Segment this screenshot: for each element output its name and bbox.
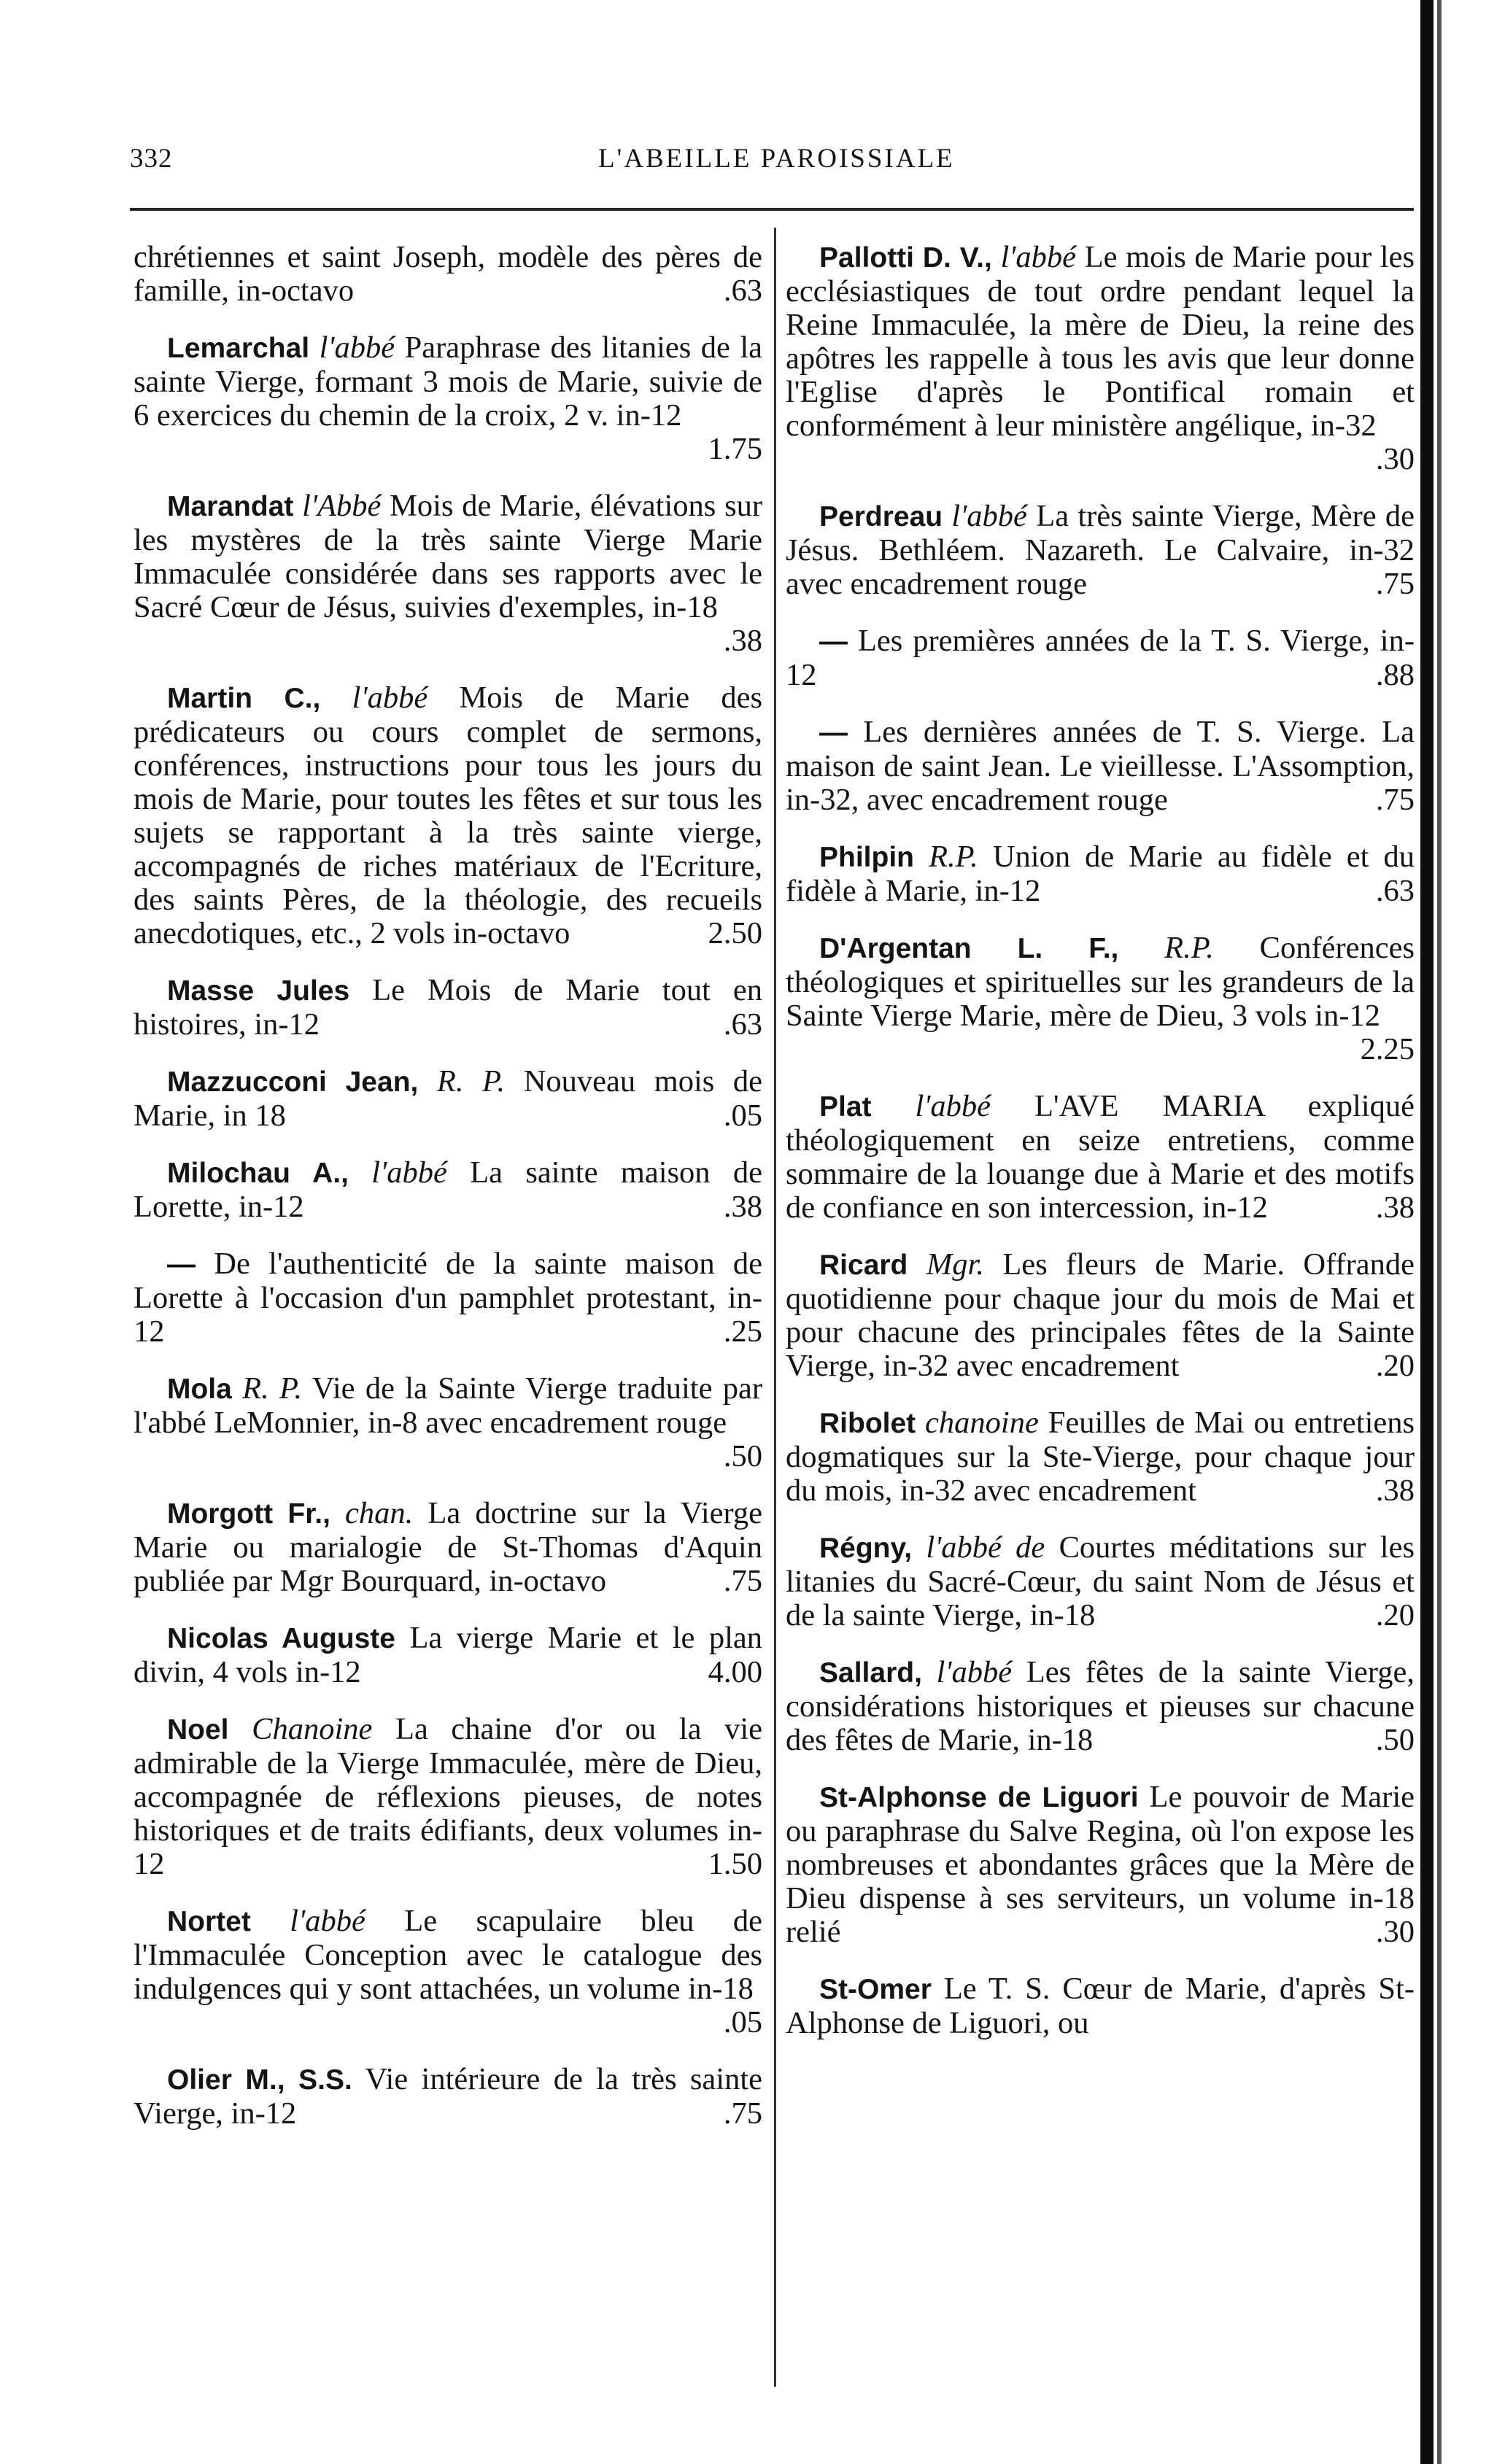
entry-price: .05 (723, 1099, 762, 1133)
entry-price: .38 (723, 624, 762, 658)
entry-text: Vie de la Sainte Vierge traduite par l'abbé LeMonnier, in-8 avec encadrement rouge (134, 1371, 763, 1440)
column-divider (774, 228, 776, 2387)
entry-text: Vie intérieure de la très sainte Vierge, in-12 (134, 2062, 762, 2131)
entry-author: — (167, 1249, 196, 1280)
entry-role: R.P. (929, 840, 978, 874)
catalog-entry (134, 1713, 762, 1881)
entry-author: — (819, 626, 848, 657)
entry-price: .20 (1375, 1349, 1415, 1383)
entry-role: l'abbé (915, 1089, 991, 1123)
entry-author: Martin C., (167, 683, 321, 714)
page-number: 332 (130, 144, 173, 174)
entry-author: Mazzucconi Jean, (167, 1066, 419, 1098)
entry-author: D'Argentan L. F., (819, 933, 1119, 964)
catalog-entry (786, 1406, 1415, 1508)
left-column (134, 241, 762, 2154)
entry-price: .38 (723, 1190, 762, 1224)
entry-role: R. P. (436, 1064, 506, 1099)
catalog-entry (134, 241, 762, 308)
entry-author: Ribolet (819, 1408, 916, 1439)
entry-author: St-Alphonse de Liguori (819, 1782, 1139, 1813)
catalog-entry (786, 624, 1415, 692)
entry-text: Feuilles de Mai ou entretiens dogmatiques sur la Ste-Vierge, pour chaque jour du mois, in-32 avec encadrement (786, 1406, 1415, 1508)
entry-author: Nicolas Auguste (167, 1623, 395, 1654)
entry-text: La chaine d'or ou la vie admirable de la Vierge Immaculée, mère de Dieu, accompagnée de réflexions pieuses, de notes historiques et de traits édifiants, deux volumes in-12 (134, 1712, 763, 1881)
entry-text: La très sainte Vierge, Mère de Jésus. Bethléem. Nazareth. Le Calvaire, in-32 avec encadrement rouge (786, 499, 1415, 601)
catalog-entry (786, 931, 1415, 1066)
entry-text: Les dernières années de T. S. Vierge. La maison de saint Jean. Le vieillesse. L'Assomption, in-32, avec encadrement rouge (786, 715, 1415, 817)
entry-price: 2.25 (1360, 1032, 1415, 1066)
entry-text: Courtes méditations sur les litanies du Sacré-Cœur, du saint Nom de Jésus et de la sainte Vierge, in-18 (786, 1530, 1415, 1632)
catalog-entry (786, 241, 1415, 476)
catalog-entry (786, 1090, 1415, 1225)
entry-price: .75 (723, 2096, 762, 2131)
entry-text: Union de Marie au fidèle et du fidèle à Marie, in-12 (786, 840, 1415, 908)
entry-text: La doctrine sur la Vierge Marie ou marialogie de St-Thomas d'Aquin publiée par Mgr Bourquard, in-octavo (134, 1496, 763, 1598)
entry-text: Mois de Marie des prédicateurs ou cours complet de sermons, conférences, instructions pour tous les jours du mois de Marie, pour toutes les fêtes et sur tous les sujets se rapportant à la très sainte vierge, accompagnés de riches matériaux de l'Ecriture, des saints Pères, de la théologie, des recueils anecdotiques, etc., 2 vols in-octavo (134, 681, 763, 950)
entry-author: Plat (819, 1091, 872, 1123)
entry-author: Ricard (819, 1250, 908, 1281)
catalog-entry (134, 1065, 762, 1133)
entry-text: Les fêtes de la sainte Vierge, considérations historiques et pieuses sur chacune des fêtes de Marie, in-18 (786, 1655, 1415, 1757)
page-edge-shadow-inner (1437, 0, 1442, 2464)
running-title: L'ABEILLE PAROISSIALE (598, 144, 955, 174)
entry-author: St-Omer (819, 1974, 932, 2005)
catalog-entry (786, 1656, 1415, 1757)
entry-role: l'abbé (352, 681, 428, 715)
entry-price: .30 (1375, 442, 1415, 476)
catalog-entry (134, 1372, 762, 1473)
entry-price: .50 (723, 1439, 762, 1473)
entry-role: R.P. (1164, 931, 1214, 965)
entry-price: .38 (1375, 1473, 1415, 1508)
entry-role: l'abbé (951, 499, 1027, 533)
catalog-entry (134, 1247, 762, 1349)
entry-price: .63 (1375, 874, 1415, 908)
entry-role: chanoine (925, 1406, 1039, 1440)
catalog-entry (134, 331, 762, 466)
catalog-entry (786, 840, 1415, 908)
entry-author: Perdreau (819, 501, 943, 532)
catalog-entry (134, 1156, 762, 1224)
catalog-entry (134, 1497, 762, 1598)
entry-price: 1.75 (708, 432, 762, 466)
entry-price: .38 (1375, 1190, 1415, 1225)
header-rule (130, 208, 1414, 211)
catalog-entry (134, 1905, 762, 2039)
entry-text: Le pouvoir de Marie ou paraphrase du Salve Regina, où l'on expose les nombreuses et abondantes grâces que la Mère de Dieu dispense à ses serviteurs, un volume in-18 relié (786, 1780, 1415, 1949)
catalog-entry (786, 1531, 1415, 1632)
entry-text: Les fleurs de Marie. Offrande quotidienne pour chaque jour du mois de Mai et pour chacune des principales fêtes de la Sainte Vierge, in-32 avec encadrement (786, 1247, 1415, 1383)
catalog-entry (786, 1972, 1415, 2040)
catalog-entry (786, 1781, 1415, 1949)
entry-price: .75 (723, 1564, 762, 1598)
entry-text: Les premières années de la T. S. Vierge, in-12 (786, 624, 1415, 692)
entry-role: Mgr. (926, 1247, 984, 1282)
entry-role: l'abbé de (926, 1530, 1045, 1565)
entry-text: Nouveau mois de Marie, in 18 (134, 1064, 762, 1133)
entry-price: 2.50 (708, 916, 762, 950)
entry-text: Le Mois de Marie tout en histoires, in-12 (134, 973, 762, 1042)
entry-text: L'AVE MARIA expliqué théologiquement en seize entretiens, comme sommaire de la louange due à Marie et des motifs de confiance en son intercession, in-12 (786, 1089, 1415, 1225)
entry-author: Philpin (819, 842, 914, 873)
entry-author: Sallard, (819, 1657, 922, 1689)
entry-role: l'abbé (290, 1904, 365, 1938)
entry-role: l'abbé (936, 1655, 1013, 1689)
entry-text: Paraphrase des litanies de la sainte Vierge, formant 3 mois de Marie, suivie de 6 exercices du chemin de la croix, 2 v. in-12 (134, 330, 763, 433)
entry-text: Le mois de Marie pour les ecclésiastiques de tout ordre pendant lequel la Reine Immaculée, la mère de Dieu, la reine des apôtres les rappelle à tous les avis que leur donne l'Eglise d'après le Pontifical romain et conformément à leur ministère angélique, in-32 (786, 240, 1415, 443)
entry-author: Milochau A., (167, 1158, 349, 1189)
entry-role: Chanoine (252, 1712, 373, 1746)
entry-text: Le scapulaire bleu de l'Immaculée Conception avec le catalogue des indulgences qui y sont attachées, un volume in-18 (134, 1904, 762, 2006)
entry-author: Noel (167, 1714, 229, 1746)
catalog-entry (134, 2063, 762, 2131)
entry-price: 4.00 (708, 1655, 762, 1689)
entry-role: l'abbé (371, 1155, 447, 1190)
page-edge-shadow (1420, 0, 1434, 2464)
right-column (786, 241, 1415, 2064)
entry-role: l'abbé (319, 330, 395, 365)
entry-author: — (819, 717, 848, 748)
entry-text: De l'authenticité de la sainte maison de Lorette à l'occasion d'un pamphlet protestant, in-12 (134, 1247, 762, 1349)
catalog-entry (786, 500, 1415, 601)
entry-text: chrétiennes et saint Joseph, modèle des pères de famille, in-octavo (134, 240, 762, 308)
entry-author: Pallotti D. V., (819, 242, 992, 274)
entry-price: .75 (1375, 783, 1415, 817)
entry-price: .63 (723, 274, 762, 308)
entry-text: Mois de Marie, élévations sur les mystères de la très sainte Vierge Marie Immaculée considérée dans ses rapports avec le Sacré Cœur de Jésus, suivies d'exemples, in-18 (134, 489, 763, 624)
entry-price: .25 (723, 1314, 762, 1349)
entry-price: .20 (1375, 1598, 1415, 1632)
entry-author: Régny, (819, 1533, 913, 1564)
entry-author: Masse Jules (167, 975, 350, 1007)
entry-role: R. P. (242, 1371, 303, 1406)
entry-price: .88 (1375, 658, 1415, 692)
catalog-entry (134, 1622, 762, 1689)
entry-role: l'Abbé (302, 489, 382, 523)
entry-role: chan. (345, 1496, 414, 1530)
catalog-entry (786, 716, 1415, 817)
catalog-entry (134, 681, 762, 950)
entry-author: Morgott Fr., (167, 1498, 330, 1530)
entry-author: Olier M., S.S. (167, 2064, 352, 2096)
entry-price: .63 (723, 1007, 762, 1042)
entry-author: Mola (167, 1374, 232, 1405)
entry-price: .50 (1375, 1723, 1415, 1757)
entry-text: La vierge Marie et le plan divin, 4 vols in-12 (134, 1621, 762, 1689)
entry-price: 1.50 (708, 1847, 762, 1881)
catalog-entry (134, 974, 762, 1042)
entry-text: Le T. S. Cœur de Marie, d'après St-Alphonse de Liguori, ou (786, 1972, 1415, 2040)
catalog-entry (786, 1248, 1415, 1383)
entry-price: .05 (723, 2005, 762, 2039)
entry-price: .75 (1375, 567, 1415, 601)
entry-author: Lemarchal (167, 333, 310, 364)
entry-author: Nortet (167, 1906, 251, 1937)
entry-price: .30 (1375, 1915, 1415, 1949)
entry-text: Conférences théologiques et spirituelles sur les grandeurs de la Sainte Vierge Marie, mère de Dieu, 3 vols in-12 (786, 931, 1415, 1033)
entry-text: La sainte maison de Lorette, in-12 (134, 1155, 763, 1224)
entry-role: l'abbé (1000, 240, 1076, 274)
entry-author: Marandat (167, 491, 294, 522)
catalog-entry (134, 489, 762, 658)
